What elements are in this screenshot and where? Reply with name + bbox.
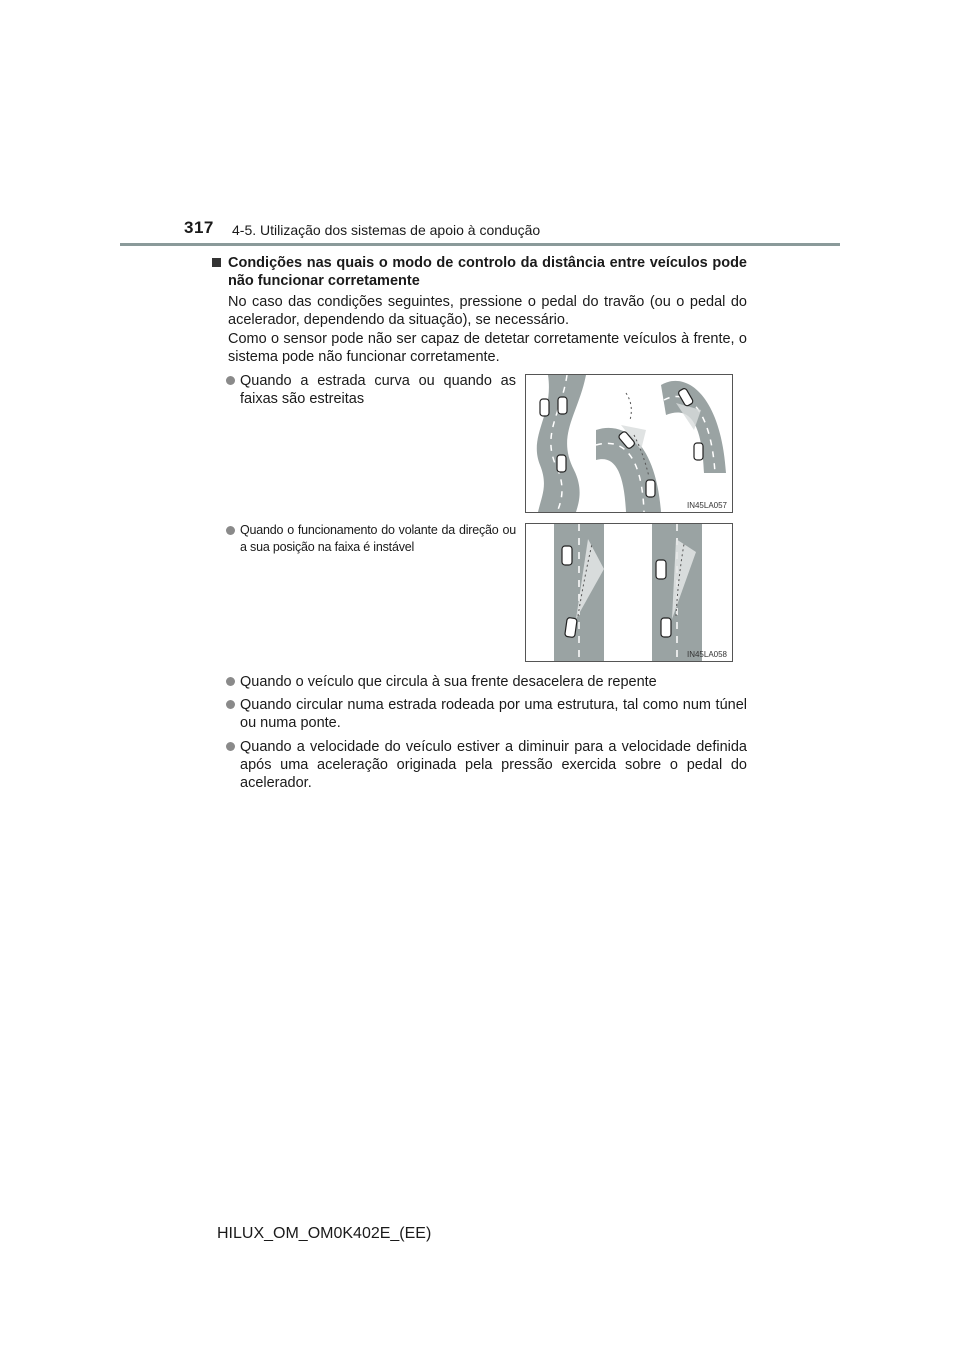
unstable-steering-illustration xyxy=(526,524,732,661)
document-id: HILUX_OM_OM0K402E_(EE) xyxy=(217,1225,432,1242)
heading-text: Condições nas quais o modo de controlo da distância entre veículos pode não funcionar corretamente xyxy=(228,255,747,289)
round-bullet-icon xyxy=(226,677,235,686)
round-bullet-icon xyxy=(226,742,235,751)
round-bullet-icon xyxy=(226,376,235,385)
square-bullet-icon xyxy=(212,258,221,267)
list-item-text: Quando circular numa estrada rodeada por uma estrutura, tal como num túnel ou numa ponte. xyxy=(240,697,747,731)
list-item xyxy=(226,372,516,408)
page-number: 317 xyxy=(184,218,214,237)
figure-unstable-steering xyxy=(525,523,733,662)
list-item xyxy=(226,696,747,732)
list-item-text: Quando a estrada curva ou quando as faixas são estreitas xyxy=(240,373,516,407)
figure-code: IN45LA058 xyxy=(686,650,727,659)
curved-roads-illustration xyxy=(526,375,732,512)
figure-curved-roads xyxy=(525,374,733,513)
section-heading xyxy=(212,254,747,290)
list-item-text: Quando o veículo que circula à sua frente desacelera de repente xyxy=(240,674,657,690)
round-bullet-icon xyxy=(226,700,235,709)
figure-code: IN45LA057 xyxy=(686,501,727,510)
list-item xyxy=(226,673,747,691)
list-item xyxy=(226,738,747,792)
list-item xyxy=(226,522,516,556)
section-title: 4-5. Utilização dos sistemas de apoio à condução xyxy=(232,222,541,238)
sensor-paragraph: Como o sensor pode não ser capaz de detetar corretamente veículos à frente, o sistema pode não funcionar corretamente. xyxy=(228,331,747,365)
round-bullet-icon xyxy=(226,526,235,535)
header-divider xyxy=(120,243,840,246)
list-item-text: Quando o funcionamento do volante da direção ou a sua posição na faixa é instável xyxy=(240,523,516,554)
list-item-text: Quando a velocidade do veículo estiver a diminuir para a velocidade definida após uma aceleração originada pela pressão exercida sobre o pedal do acelerador. xyxy=(240,739,747,791)
intro-paragraph: No caso das condições seguintes, pressione o pedal do travão (ou o pedal do acelerador, dependendo da situação), se necessário. xyxy=(228,294,747,328)
